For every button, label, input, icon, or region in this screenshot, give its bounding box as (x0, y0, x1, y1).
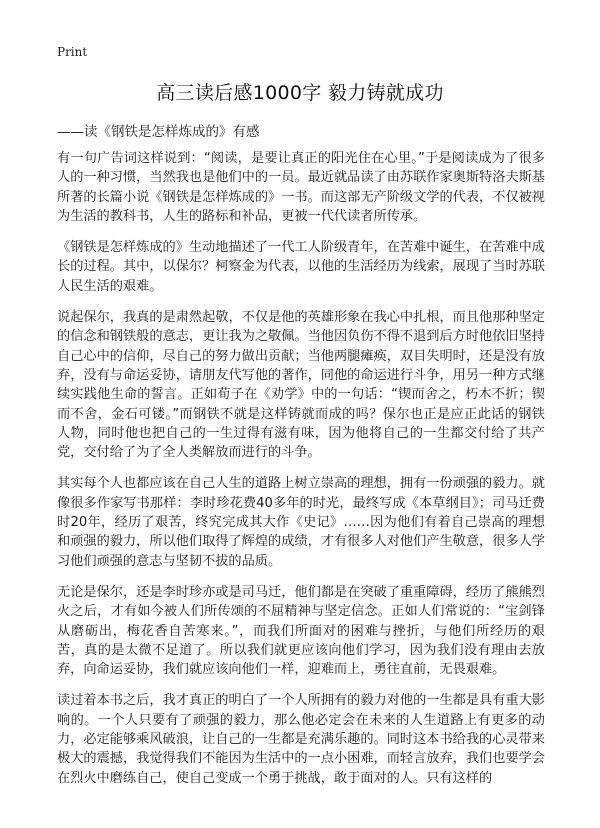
article-title: 高三读后感1000字 毅力铸就成功 (156, 82, 444, 104)
article-paragraph: 其实每个人也都应该在自己人生的道路上树立崇高的理想，拥有一份顽强的毅力。就像很多作家写书那样：李时珍花费40多年的时光，最终写成《本草纲目》；司马迁费时20年，经历了艰苦，终究完成其大作《史记》……因为他们有着自己崇高的理想和顽强的毅力，所以他们取得了辉煌的成绩，才有很多人对他们产生敬意，很多人学习他们顽强的意志与坚韧不拔的品质。 (57, 476, 545, 569)
article-paragraph: 说起保尔，我真的是肃然起敬，不仅是他的英雄形象在我心中扎根，而且他那种坚定的信念和钢铁般的意志，更让我为之敬佩。当他因负伤不得不退到后方时他依旧坚持自己心中的信仰，尽自己的努力做出贡献；当他两腿瘫痪，双目失明时，还是没有放弃，没有与命运妥协，请朋友代写他的著作，同他的命运进行斗争，用另一种方式继续实践他生命的誓言。正如荀子在《劝学》中的一句话：“锲而舍之，朽木不折；锲而不舍，金石可镂。”而钢铁不就是这样铸就而成的吗？保尔也正是应正此话的钢铁人物，同时他也把自己的一生过得有滋有味，因为他将自己的一生都交付给了共产党，交付给了为了全人类解放而进行的斗争。 (57, 310, 545, 461)
article-subtitle: ——读《钢铁是怎样炼成的》有感 (57, 124, 260, 140)
article-paragraph: 《钢铁是怎样炼成的》生动地描述了一代工人阶级青年，在苦难中诞生，在苦难中成长的过程。其中，以保尔？柯察金为代表，以他的生活经历为线索，展现了当时苏联人民生活的艰难。 (57, 240, 545, 294)
print-link[interactable]: Print (57, 45, 88, 59)
article-body (57, 149, 545, 800)
article-paragraph: 有一句广告词这样说到：“阅读，是要让真正的阳光住在心里。”于是阅读成为了很多人的一种习惯，当然我也是他们中的一员。最近就品读了由苏联作家奥斯特洛夫斯基所著的长篇小说《钢铁是怎样炼成的》一书。而这部无产阶级文学的代表，不仅被视为生活的教科书，人生的路标和补品，更被一代代读者所传承。 (57, 151, 545, 224)
article-paragraph: 读过着本书之后，我才真正的明白了一个人所拥有的毅力对他的一生都是具有重大影响的。一个人只要有了顽强的毅力，那么他必定会在未来的人生道路上有更多的动力，必定能够乘风破浪，让自己的一生都是充满乐趣的。同时这本书给我的心灵带来极大的震撼，我觉得我们不能因为生活中的一点小困难，而轻言放弃，我们也要学会在烈火中磨练自己，使自己变成一个勇于挑战，敢于面对的人。只有这样的 (57, 693, 545, 786)
article-paragraph: 无论是保尔，还是李时珍亦或是司马迁，他们都是在突破了重重障碍，经历了熊熊烈火之后，才有如今被人们所传颂的不屈精神与坚定信念。正如人们常说的：“宝剑锋从磨砺出，梅花香自苦寒来。”，而我们所面对的困难与挫折，与他们所经历的艰苦，真的是太微不足道了。所以我们就更应该向他们学习，因为我们没有理由去放弃，向命运妥协，我们就应该向他们一样，迎难而上，勇往直前，无畏艰难。 (57, 584, 545, 678)
